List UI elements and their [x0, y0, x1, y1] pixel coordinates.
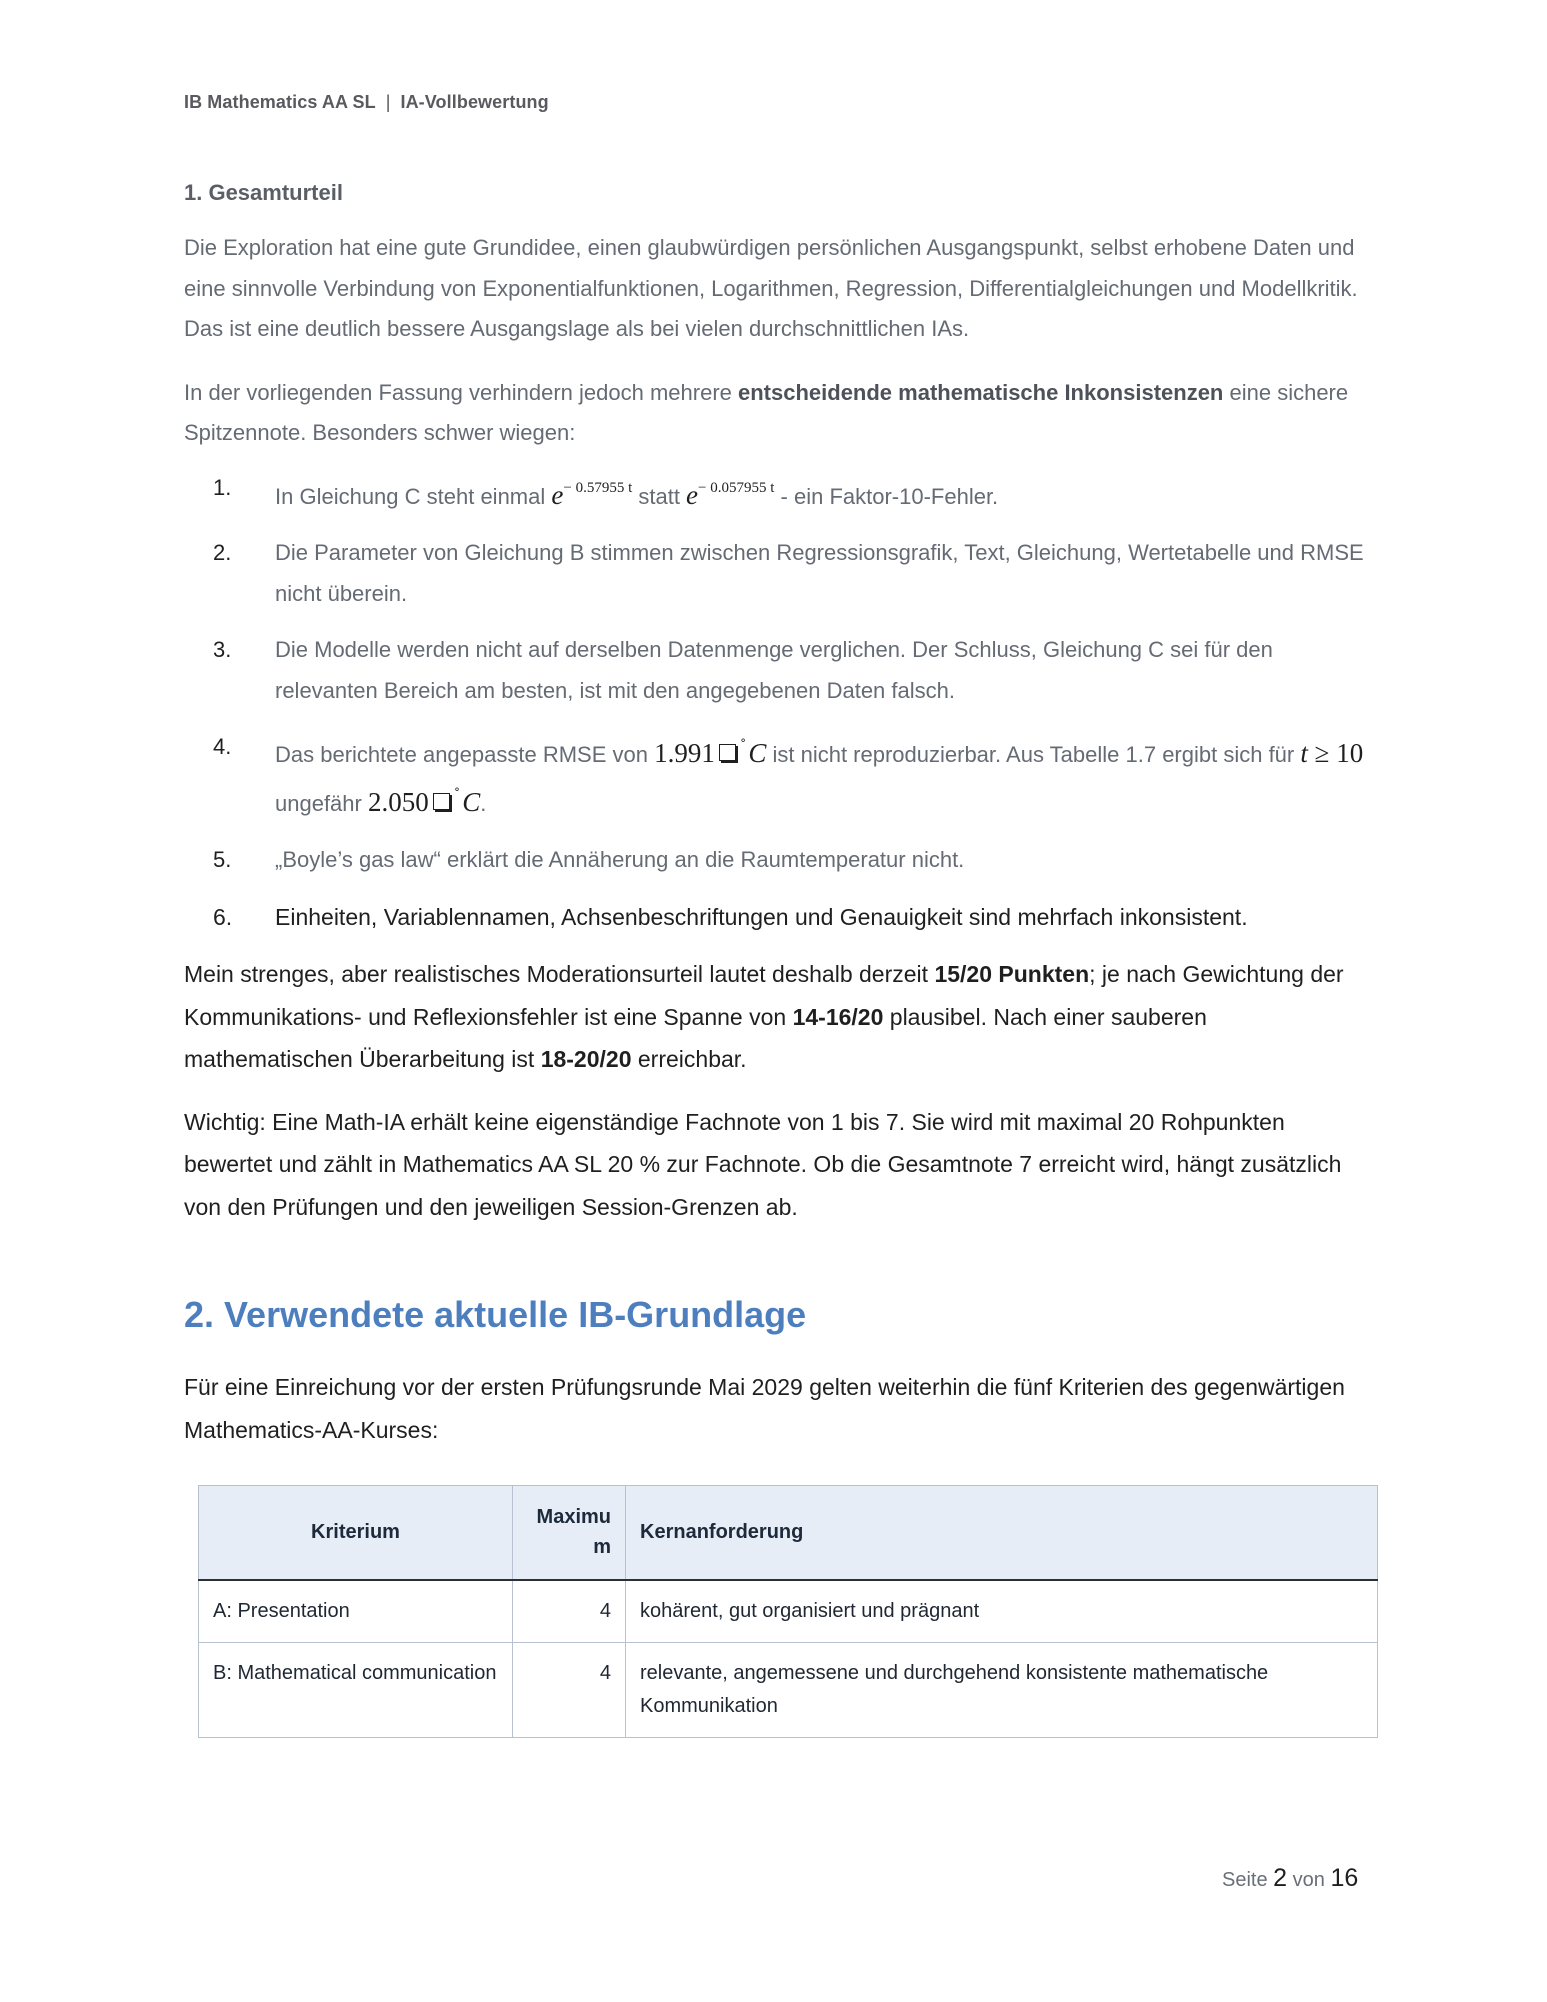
issue-4-text-mid: ist nicht reproduzierbar. Aus Tabelle 1.7 ergibt sich für: [766, 742, 1301, 767]
list-item-number: 3.: [213, 637, 232, 662]
issues-list: [184, 468, 1374, 938]
overall-judgement-paragraph: Die Exploration hat eine gute Grundidee, einen glaubwürdigen persönlichen Ausgangspunkt, selbst erhobene Daten und eine sinnvolle Verbindung von Exponentialfunktionen, Logarithmen, Regression, Differentialgleichungen und Modellkritik. Das ist eine deutlich bessere Ausgangslage als bei vielen durchschnittlichen IAs.: [184, 235, 1358, 341]
inconsistencies-emphasis: entscheidende mathematische Inkonsistenzen: [738, 379, 1224, 405]
main-content: [184, 180, 1374, 1738]
verdict-text-e: plausibel. Nach einer sauberen mathematischen Überarbeitung ist: [184, 1003, 1207, 1072]
criterion-cell: A: Presentation: [199, 1580, 513, 1643]
moderation-verdict-paragraph: [184, 953, 1374, 1081]
page-footer: [1222, 1864, 1358, 1893]
table-row: [199, 1580, 1378, 1643]
issue-4-text-end: .: [480, 790, 487, 816]
math-condition: ≥ 10: [1307, 738, 1364, 768]
requirement-cell: relevante, angemessene und durchgehend konsistente mathematische Kommunikation: [626, 1642, 1378, 1737]
requirement-cell: kohärent, gut organisiert und prägnant: [626, 1580, 1378, 1643]
score-achievable: 18-20/20: [540, 1046, 632, 1072]
issue-1-text-end: - ein Faktor-10-Fehler.: [774, 483, 999, 509]
missing-glyph-box-icon: [433, 793, 450, 810]
math-variable-t: t: [1300, 738, 1308, 768]
section-2-intro: Für eine Einreichung vor der ersten Prüfungsrunde Mai 2029 gelten weiterhin die fünf Kriterien des gegenwärtigen Mathematics-AA-Kurses:: [184, 1374, 1345, 1443]
list-item-number: 2.: [213, 540, 232, 565]
rmse-recomputed-value: 2.050: [367, 786, 429, 817]
inconsistencies-text-end: eine sichere Spitzennote. Besonders schwer wiegen:: [184, 379, 1349, 445]
list-item-number: 5.: [213, 847, 232, 872]
issue-2-text: Die Parameter von Gleichung B stimmen zwischen Regressionsgrafik, Text, Gleichung, Wertetabelle und RMSE nicht überein.: [275, 540, 1364, 606]
list-item: [184, 897, 1374, 938]
column-header-criterion: Kriterium: [199, 1486, 513, 1580]
issue-4-text-mid2: ungefähr: [275, 790, 368, 816]
running-header: [184, 92, 549, 113]
list-item: [184, 630, 1374, 711]
maximum-cell: 4: [513, 1642, 626, 1737]
math-exponent-correct: − 0.057955 t: [698, 479, 775, 496]
unit-celsius: C: [462, 786, 481, 817]
list-item-number: 4.: [213, 734, 232, 759]
degree-sign: ˚: [453, 787, 461, 803]
list-item: [184, 727, 1374, 824]
column-header-core-requirement: Kernanforderung: [626, 1486, 1378, 1580]
criterion-cell: B: Mathematical communication: [199, 1642, 513, 1737]
footer-page-label: Seite: [1222, 1869, 1268, 1891]
important-note-paragraph: Wichtig: Eine Math-IA erhält keine eigenständige Fachnote von 1 bis 7. Sie wird mit maximal 20 Rohpunkten bewertet und zählt in Mathematics AA SL 20 % zur Fachnote. Ob die Gesamtnote 7 erreicht wird, hängt zusätzlich von den Prüfungen und den jeweiligen Session-Grenzen ab.: [184, 1108, 1342, 1220]
issue-1-text-mid: statt: [632, 483, 687, 509]
inconsistencies-text-start: In der vorliegenden Fassung verhindern jedoch mehrere: [184, 379, 738, 405]
verdict-text-g: erreichbar.: [631, 1046, 747, 1072]
score-current: 15/20 Punkten: [934, 961, 1090, 987]
criteria-table: [198, 1485, 1378, 1738]
header-separator: |: [385, 92, 391, 112]
inconsistencies-paragraph: [184, 373, 1374, 454]
header-doc-title: IA-Vollbewertung: [400, 92, 549, 112]
table-header-row: [199, 1486, 1378, 1580]
math-base-e: e: [551, 479, 564, 510]
list-item: [184, 533, 1374, 614]
score-range: 14-16/20: [792, 1003, 884, 1030]
section-1-heading: 1. Gesamturteil: [184, 180, 343, 205]
missing-glyph-box-icon: [719, 744, 736, 761]
list-item-number: 1.: [213, 474, 232, 500]
issue-1-text-start: In Gleichung C steht einmal: [275, 483, 552, 509]
footer-page-total: 16: [1330, 1864, 1359, 1892]
column-header-maximum: Maximum: [513, 1486, 626, 1580]
issue-6-text: Einheiten, Variablennamen, Achsenbeschriftungen und Genauigkeit sind mehrfach inkonsistent.: [275, 903, 1248, 930]
list-item: [184, 468, 1374, 518]
verdict-text-c: ; je nach Gewichtung der Kommunikations- und Reflexionsfehler ist eine Spanne von: [184, 961, 1344, 1030]
math-exponent-wrong: − 0.57955 t: [563, 479, 633, 496]
list-item-number: 6.: [213, 903, 233, 930]
issue-5-text: „Boyle’s gas law“ erklärt die Annäherung an die Raumtemperatur nicht.: [275, 847, 965, 872]
math-base-e: e: [686, 479, 699, 510]
list-item: [184, 840, 1374, 881]
issue-4-text-start: Das berichtete angepasste RMSE von: [275, 742, 655, 767]
degree-sign: ˚: [739, 739, 747, 754]
table-row: [199, 1642, 1378, 1737]
verdict-text-a: Mein strenges, aber realistisches Moderationsurteil lautet deshalb derzeit: [184, 961, 935, 987]
header-course: IB Mathematics AA SL: [184, 92, 376, 112]
section-2-heading: 2. Verwendete aktuelle IB-Grundlage: [184, 1294, 807, 1335]
issue-3-text: Die Modelle werden nicht auf derselben Datenmenge verglichen. Der Schluss, Gleichung C sei für den relevanten Bereich am besten, ist mit den angegebenen Daten falsch.: [275, 637, 1273, 703]
maximum-cell: 4: [513, 1580, 626, 1643]
rmse-reported-value: 1.991: [654, 738, 715, 768]
footer-of-label: von: [1292, 1869, 1325, 1891]
footer-page-number: 2: [1273, 1864, 1288, 1892]
unit-celsius: C: [748, 738, 767, 768]
